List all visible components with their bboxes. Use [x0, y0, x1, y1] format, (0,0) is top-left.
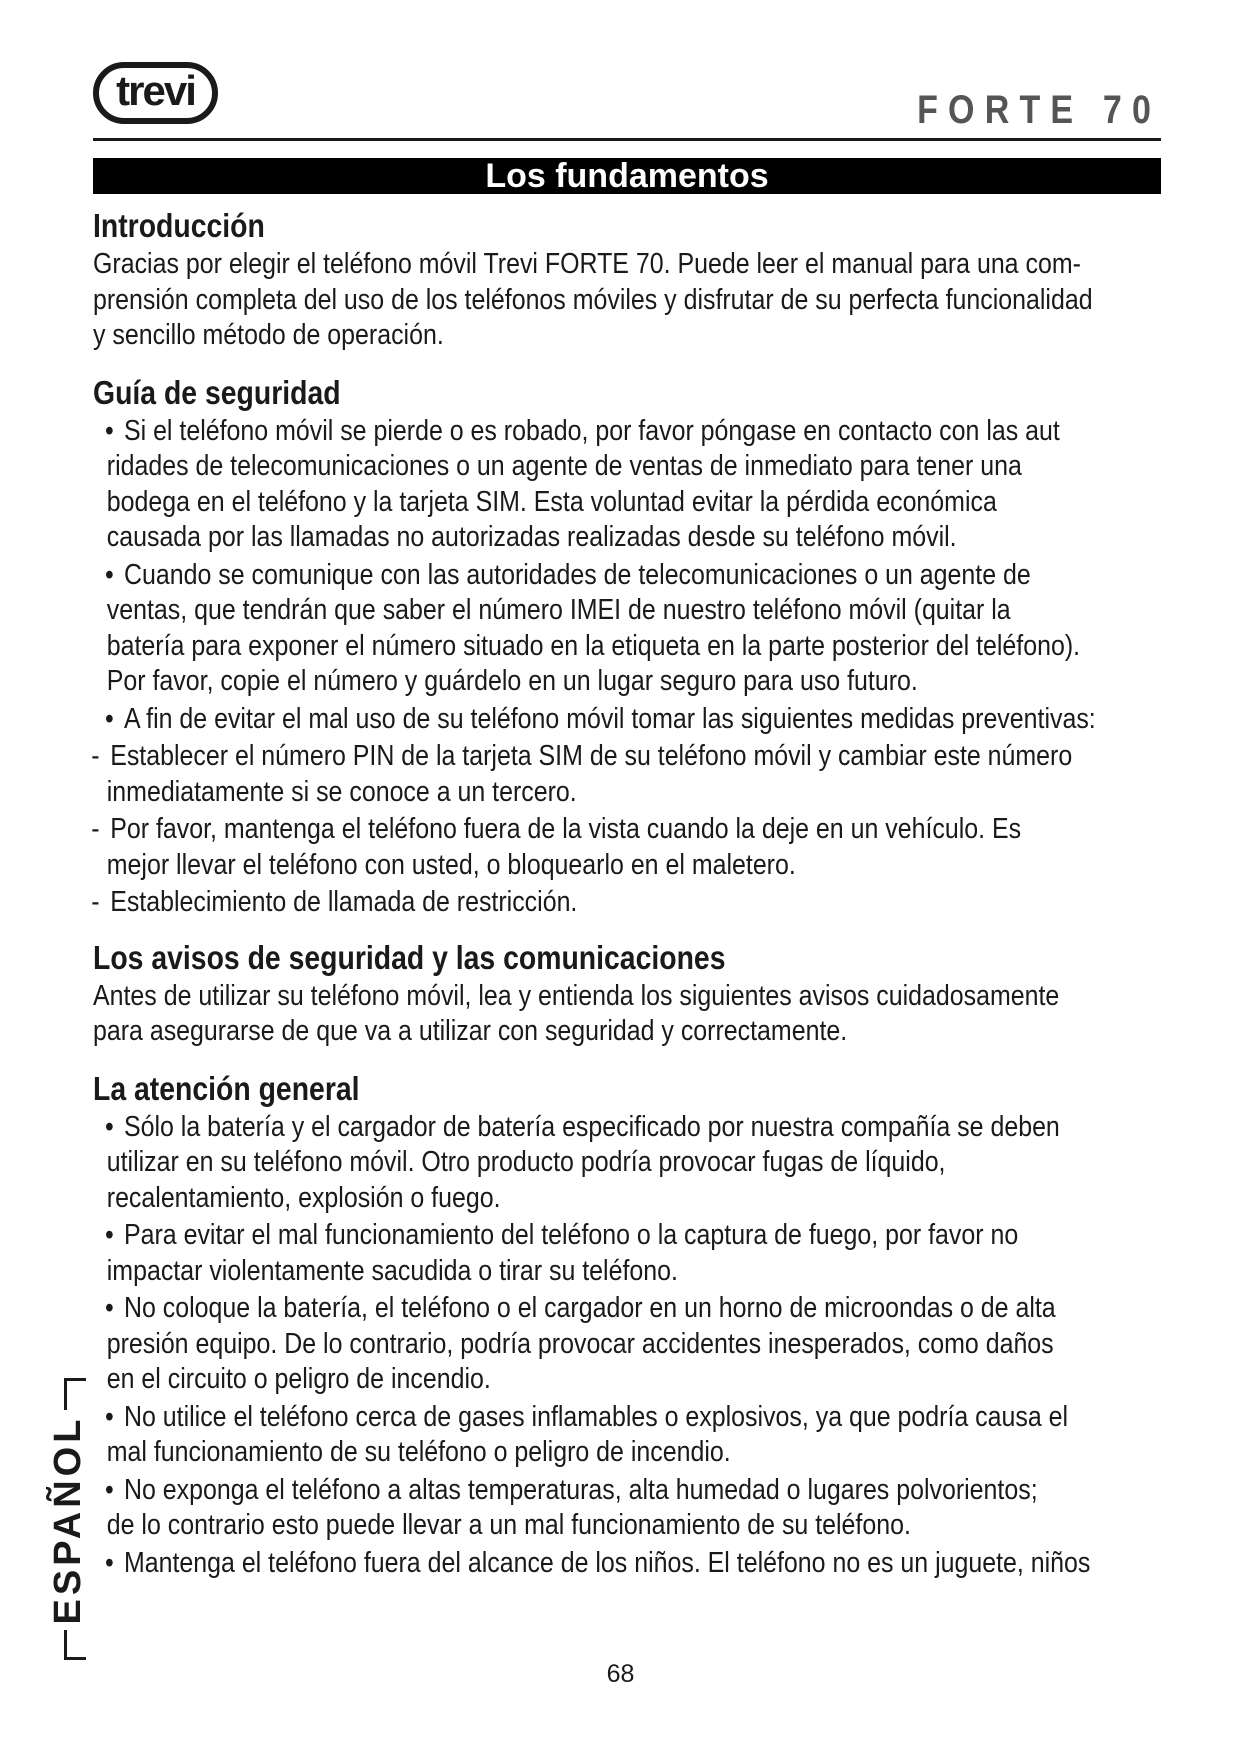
- list-item: - Por favor, mantenga el teléfono fuera de la vista cuando la deje en un vehículo. Es mejor llevar el teléfono con usted, o bloquearlo en el maletero.: [91, 813, 1022, 881]
- safety-list: [93, 414, 1159, 921]
- intro-paragraph: [93, 247, 1159, 354]
- list-item: • Para evitar el mal funcionamiento del teléfono o la captura de fuego, por favor no impactar violentamente sacudida o tirar su teléfono.: [105, 1219, 1019, 1287]
- page-content: [93, 205, 1161, 1583]
- bullet-mark: •: [105, 1546, 114, 1579]
- text-line: Gracias por elegir el teléfono móvil Trevi FORTE 70. Puede leer el manual para una com-: [93, 248, 1081, 280]
- bullet-mark: •: [105, 702, 114, 735]
- model-name: FORTE 70: [916, 88, 1161, 132]
- warnings-title: Los avisos de seguridad y las comunicaciones: [93, 938, 726, 976]
- text-line: y sencillo método de operación.: [93, 319, 444, 351]
- warnings-paragraph: [93, 979, 1159, 1050]
- header-rule: [93, 138, 1161, 141]
- general-list: [93, 1110, 1159, 1582]
- list-item: • Si el teléfono móvil se pierde o es robado, por favor póngase en contacto con las aut ridades de telecomunicaciones o un agente de ventas de inmediato para tener una bodega en el teléfono y la tarjeta SIM. Esta voluntad evitar la pérdida económica causada por las llamadas no autorizadas realizadas desde su teléfono móvil.: [105, 414, 1060, 553]
- dash-mark: -: [91, 740, 100, 772]
- bullet-mark: •: [105, 1110, 114, 1143]
- text-line: para asegurarse de que va a utilizar con seguridad y correctamente.: [93, 1015, 848, 1047]
- section-banner: Los fundamentos: [93, 158, 1161, 194]
- list-item: • Mantenga el teléfono fuera del alcance de los niños. El teléfono no es un juguete, niños: [93, 1546, 1159, 1582]
- bullet-mark: •: [105, 1473, 114, 1506]
- language-label: ESPAÑOL: [46, 1410, 90, 1630]
- bullet-mark: •: [105, 1292, 114, 1324]
- list-item: - Establecer el número PIN de la tarjeta SIM de su teléfono móvil y cambiar este número inmediatamente si se conoce a un tercero.: [91, 740, 1073, 808]
- bullet-mark: •: [105, 414, 114, 447]
- language-side-tab: [36, 1378, 96, 1660]
- page-number: 68: [606, 1660, 635, 1688]
- bullet-mark: •: [105, 558, 114, 591]
- list-item: - Establecimiento de llamada de restricción.: [93, 885, 1159, 921]
- list-item: • Sólo la batería y el cargador de batería especificado por nuestra compañía se deben utilizar en su teléfono móvil. Otro producto podría provocar fugas de líquido, recalentamiento, explosión o fuego.: [105, 1110, 1060, 1214]
- list-item: • A fin de evitar el mal uso de su teléfono móvil tomar las siguientes medidas preventivas:: [93, 702, 1159, 738]
- text-line: prensión completa del uso de los teléfonos móviles y disfrutar de su perfecta funcionalidad: [93, 283, 1093, 316]
- safety-title: Guía de seguridad: [93, 373, 341, 411]
- dash-mark: -: [91, 813, 100, 845]
- list-item: • No exponga el teléfono a altas temperaturas, alta humedad o lugares polvorientos; de lo contrario esto puede llevar a un mal funcionamiento de su teléfono.: [105, 1473, 1038, 1541]
- list-item: • Cuando se comunique con las autoridades de telecomunicaciones o un agente de ventas, que tendrán que saber el número IMEI de nuestro teléfono móvil (quitar la batería para exponer el número situado en la etiqueta en la parte posterior del teléfono). Por favor, copie el número y guárdelo en un lugar seguro para uso futuro.: [105, 558, 1081, 697]
- dash-mark: -: [91, 886, 100, 918]
- bullet-mark: •: [105, 1219, 114, 1251]
- text-line: Antes de utilizar su teléfono móvil, lea y entienda los siguientes avisos cuidadosamente: [93, 979, 1060, 1012]
- trevi-logo: trevi: [93, 62, 218, 124]
- general-title: La atención general: [93, 1069, 360, 1107]
- bullet-mark: •: [105, 1400, 114, 1433]
- intro-title: Introducción: [93, 207, 265, 244]
- list-item: • No coloque la batería, el teléfono o el cargador en un horno de microondas o de alta presión equipo. De lo contrario, podría provocar accidentes inesperados, como daños en el circuito o peligro de incendio.: [105, 1292, 1056, 1395]
- list-item: • No utilice el teléfono cerca de gases inflamables o explosivos, ya que podría causa el mal funcionamiento de su teléfono o peligro de incendio.: [105, 1400, 1069, 1468]
